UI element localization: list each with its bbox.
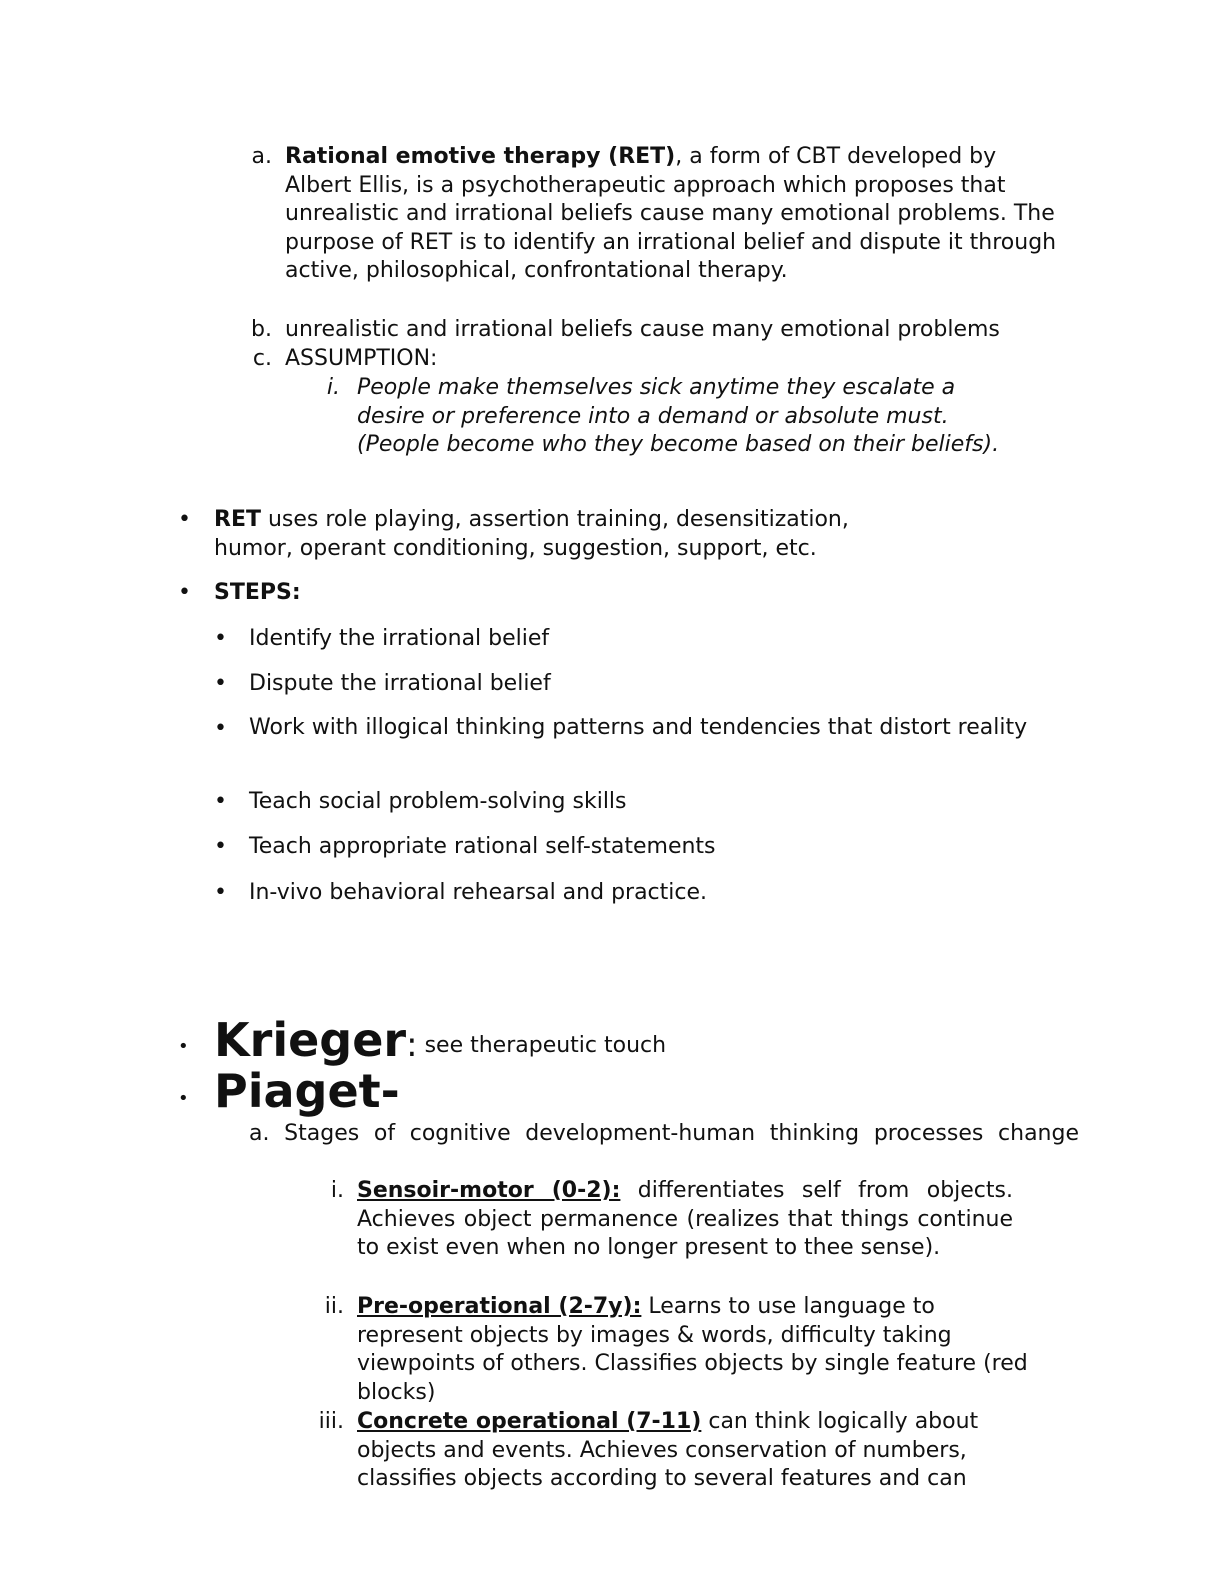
step-item: Work with illogical thinking patterns and tendencies that distort reality: [249, 715, 1028, 740]
stage-marker: ii.: [324, 1294, 344, 1319]
step-item: Identify the irrational belief: [249, 626, 550, 651]
ret-definition: [285, 143, 1065, 286]
krieger-heading: Krieger: [214, 1013, 407, 1067]
bullet-icon: •: [214, 789, 227, 814]
assumption-text: People make themselves sick anytime they escalate a desire or preference into a demand or absolute must. (People become who they become based on their beliefs).: [357, 375, 1000, 458]
krieger-entry: [214, 1015, 666, 1065]
step-item: In-vivo behavioral rehearsal and practice.: [249, 880, 708, 905]
krieger-text: see therapeutic touch: [424, 1033, 667, 1058]
ret-techniques: [214, 506, 934, 563]
ret-techniques-text: uses role playing, assertion training, desensitization, humor, operant conditioning, suggestion, support, etc.: [214, 507, 849, 561]
stage-marker: iii.: [318, 1409, 344, 1434]
ret-term: Rational emotive therapy (RET): [285, 144, 676, 169]
list-marker-a: a.: [251, 144, 272, 169]
bullet-icon: •: [214, 834, 227, 859]
bullet-icon: •: [214, 880, 227, 905]
bullet-icon: •: [178, 1088, 189, 1109]
stage-concrete-operational: [357, 1408, 1047, 1494]
piaget-item: [249, 1120, 1079, 1149]
ret-techniques-term: RET: [214, 507, 261, 532]
step-item: Teach social problem-solving skills: [249, 789, 627, 814]
piaget-item-marker: a.: [249, 1121, 270, 1146]
bullet-icon: •: [178, 580, 191, 605]
bullet-icon: •: [214, 626, 227, 651]
steps-label-text: STEPS:: [214, 580, 301, 605]
piaget-item-line1: [249, 1120, 1079, 1149]
list-marker-b: b.: [251, 317, 272, 342]
bullet-icon: •: [214, 716, 227, 741]
step-item: Teach appropriate rational self-statements: [249, 834, 716, 859]
bullet-icon: •: [214, 671, 227, 696]
bullet-icon: •: [178, 1036, 189, 1057]
list-marker-c: c.: [252, 346, 272, 371]
ret-belief-text: unrealistic and irrational beliefs cause many emotional problems: [285, 317, 1000, 342]
stage-text: differentiates self from objects. Achieves object permanence (realizes that things continue to exist even when no longer present to thee sense).: [357, 1178, 1013, 1261]
step-item: Dispute the irrational belief: [249, 671, 551, 696]
piaget-heading: Piaget-: [214, 1064, 400, 1118]
stage-text: Learns to use language to represent objects by images & words, difficulty taking viewpoints of others. Classifies objects by single feature (red blocks): [357, 1294, 1028, 1405]
assumption-marker: i.: [326, 375, 340, 400]
piaget-item-text: Stages of cognitive development-human thinking processes change: [284, 1121, 1079, 1146]
krieger-colon: :: [406, 1025, 418, 1065]
bullet-icon: •: [178, 507, 191, 532]
stage-text: can think logically about objects and events. Achieves conservation of numbers, classifies objects according to several features and can: [357, 1409, 979, 1492]
ret-definition-text: , a form of CBT developed by Albert Ellis, is a psychotherapeutic approach which proposes that unrealistic and irrational beliefs cause many emotional problems. The purpose of RET is to identify an irrational belief and dispute it through active, philosophical, confrontational therapy.: [285, 144, 1057, 284]
stage-term: Pre-operational (2-7y):: [357, 1294, 642, 1319]
stage-marker: i.: [330, 1178, 344, 1203]
steps-label: [214, 579, 301, 608]
stage-term: Concrete operational (7-11): [357, 1409, 702, 1434]
assumption-label: ASSUMPTION:: [285, 346, 438, 371]
stage-sensorimotor: [357, 1177, 1013, 1263]
stage-term: Sensoir-motor (0-2):: [357, 1178, 621, 1203]
stage-preoperational: [357, 1293, 1037, 1407]
